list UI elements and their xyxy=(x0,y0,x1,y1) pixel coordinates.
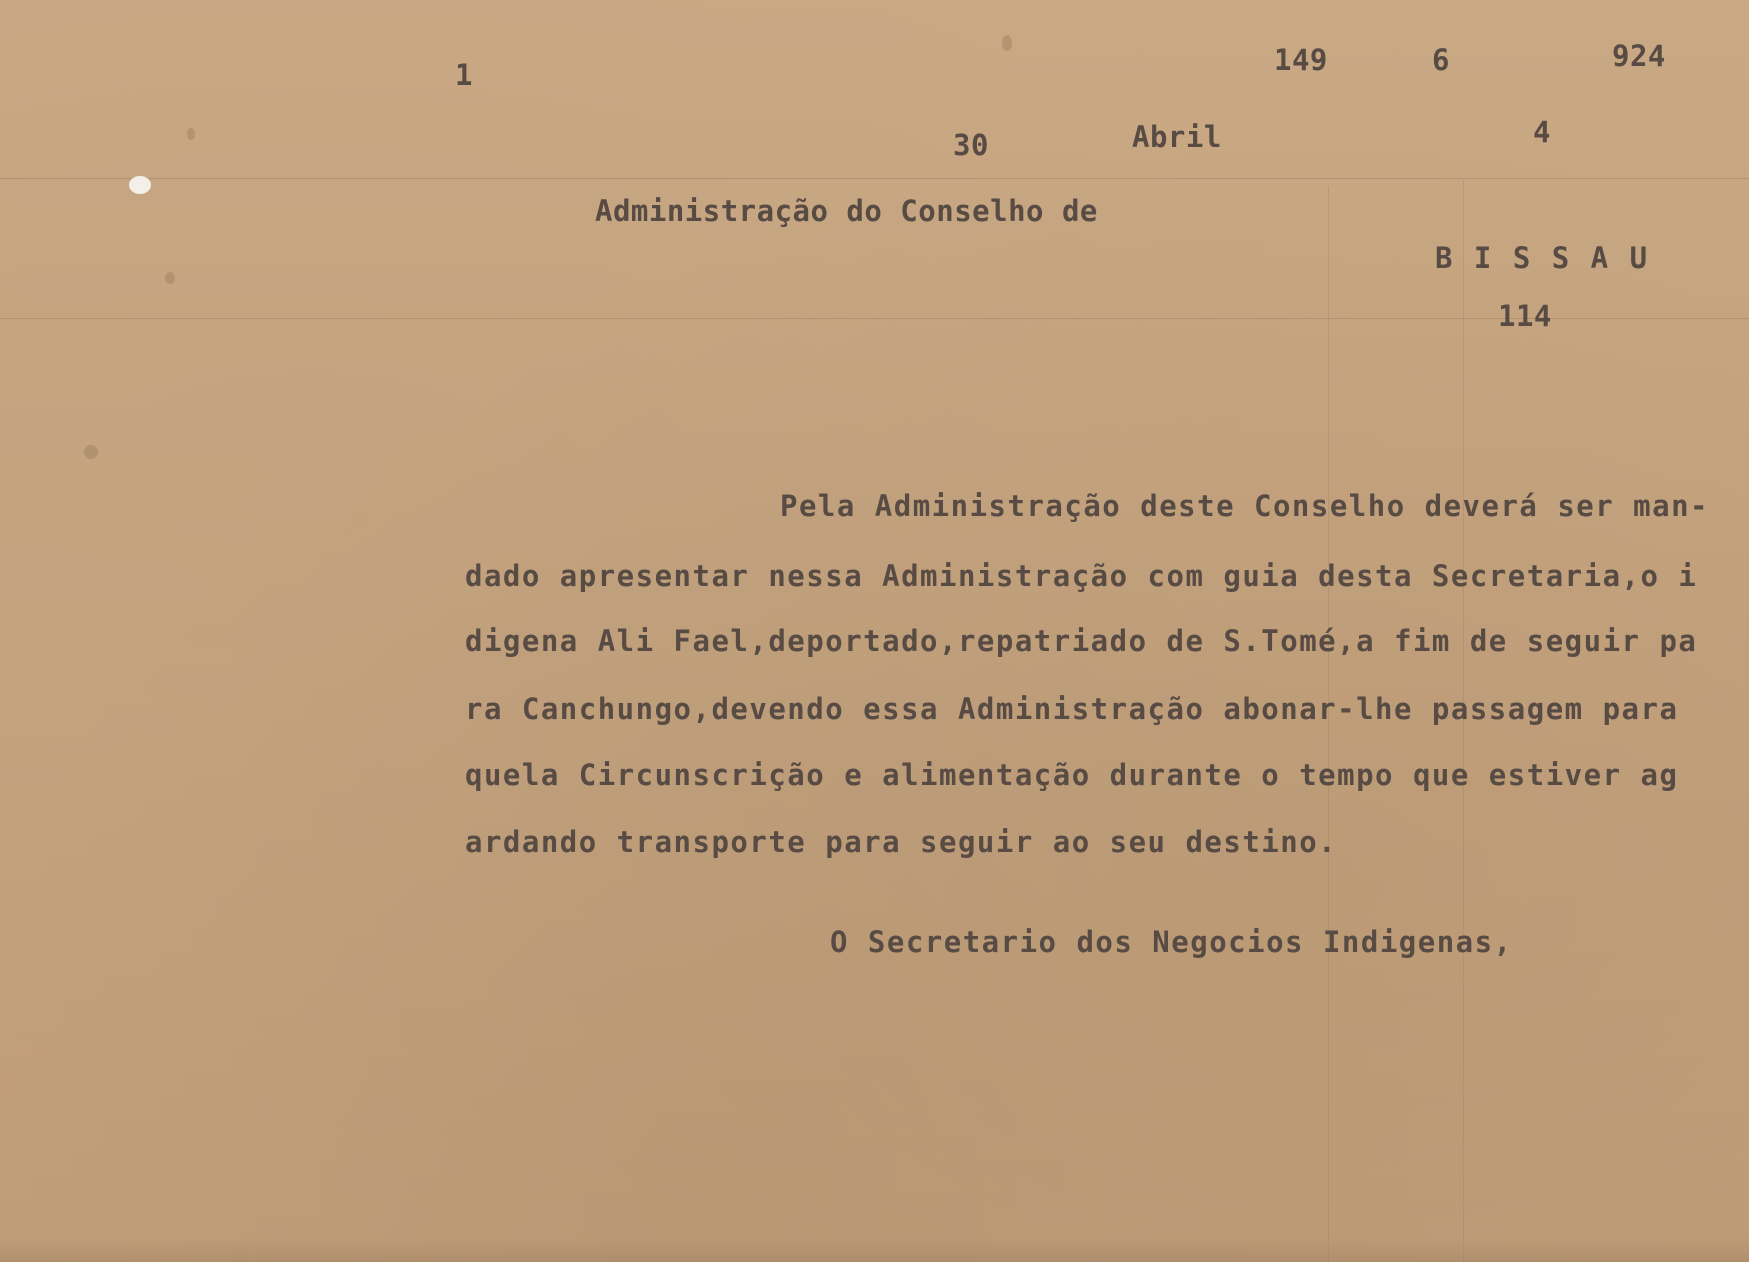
reference-number-c: 924 xyxy=(1612,39,1666,73)
paper-stain xyxy=(1002,35,1012,51)
ruled-line-top xyxy=(0,178,1749,179)
addressee-place: B I S S A U xyxy=(1435,241,1650,275)
paper-stain xyxy=(84,445,98,459)
reference-number-d: 4 xyxy=(1533,115,1551,149)
addressee-line: Administração do Conselho de xyxy=(595,194,1098,228)
reference-number-b: 6 xyxy=(1432,43,1450,77)
addressee-code: 114 xyxy=(1498,299,1552,333)
body-line: digena Ali Fael,deportado,repatriado de S.Tomé,a fim de seguir pa xyxy=(465,624,1698,658)
paper-stain xyxy=(187,128,195,140)
date-month: Abril xyxy=(1132,120,1222,154)
body-line: dado apresentar nessa Administração com guia desta Secretaria,o i xyxy=(465,559,1698,593)
body-line: ra Canchungo,devendo essa Administração abonar-lhe passagem para xyxy=(465,692,1679,726)
ruled-line-middle xyxy=(0,318,1749,319)
signature-line: O Secretario dos Negocios Indigenas, xyxy=(830,925,1513,959)
paper-stain xyxy=(165,272,175,284)
punch-hole xyxy=(129,176,151,194)
body-line: quela Circunscrição e alimentação durante o tempo que estiver ag xyxy=(465,758,1679,792)
date-day: 30 xyxy=(953,128,989,162)
body-line: ardando transporte para seguir ao seu destino. xyxy=(465,825,1338,859)
document-number: 1 xyxy=(455,58,473,92)
body-line: Pela Administração deste Conselho deverá ser man- xyxy=(780,489,1710,523)
reference-number-a: 149 xyxy=(1274,43,1328,77)
